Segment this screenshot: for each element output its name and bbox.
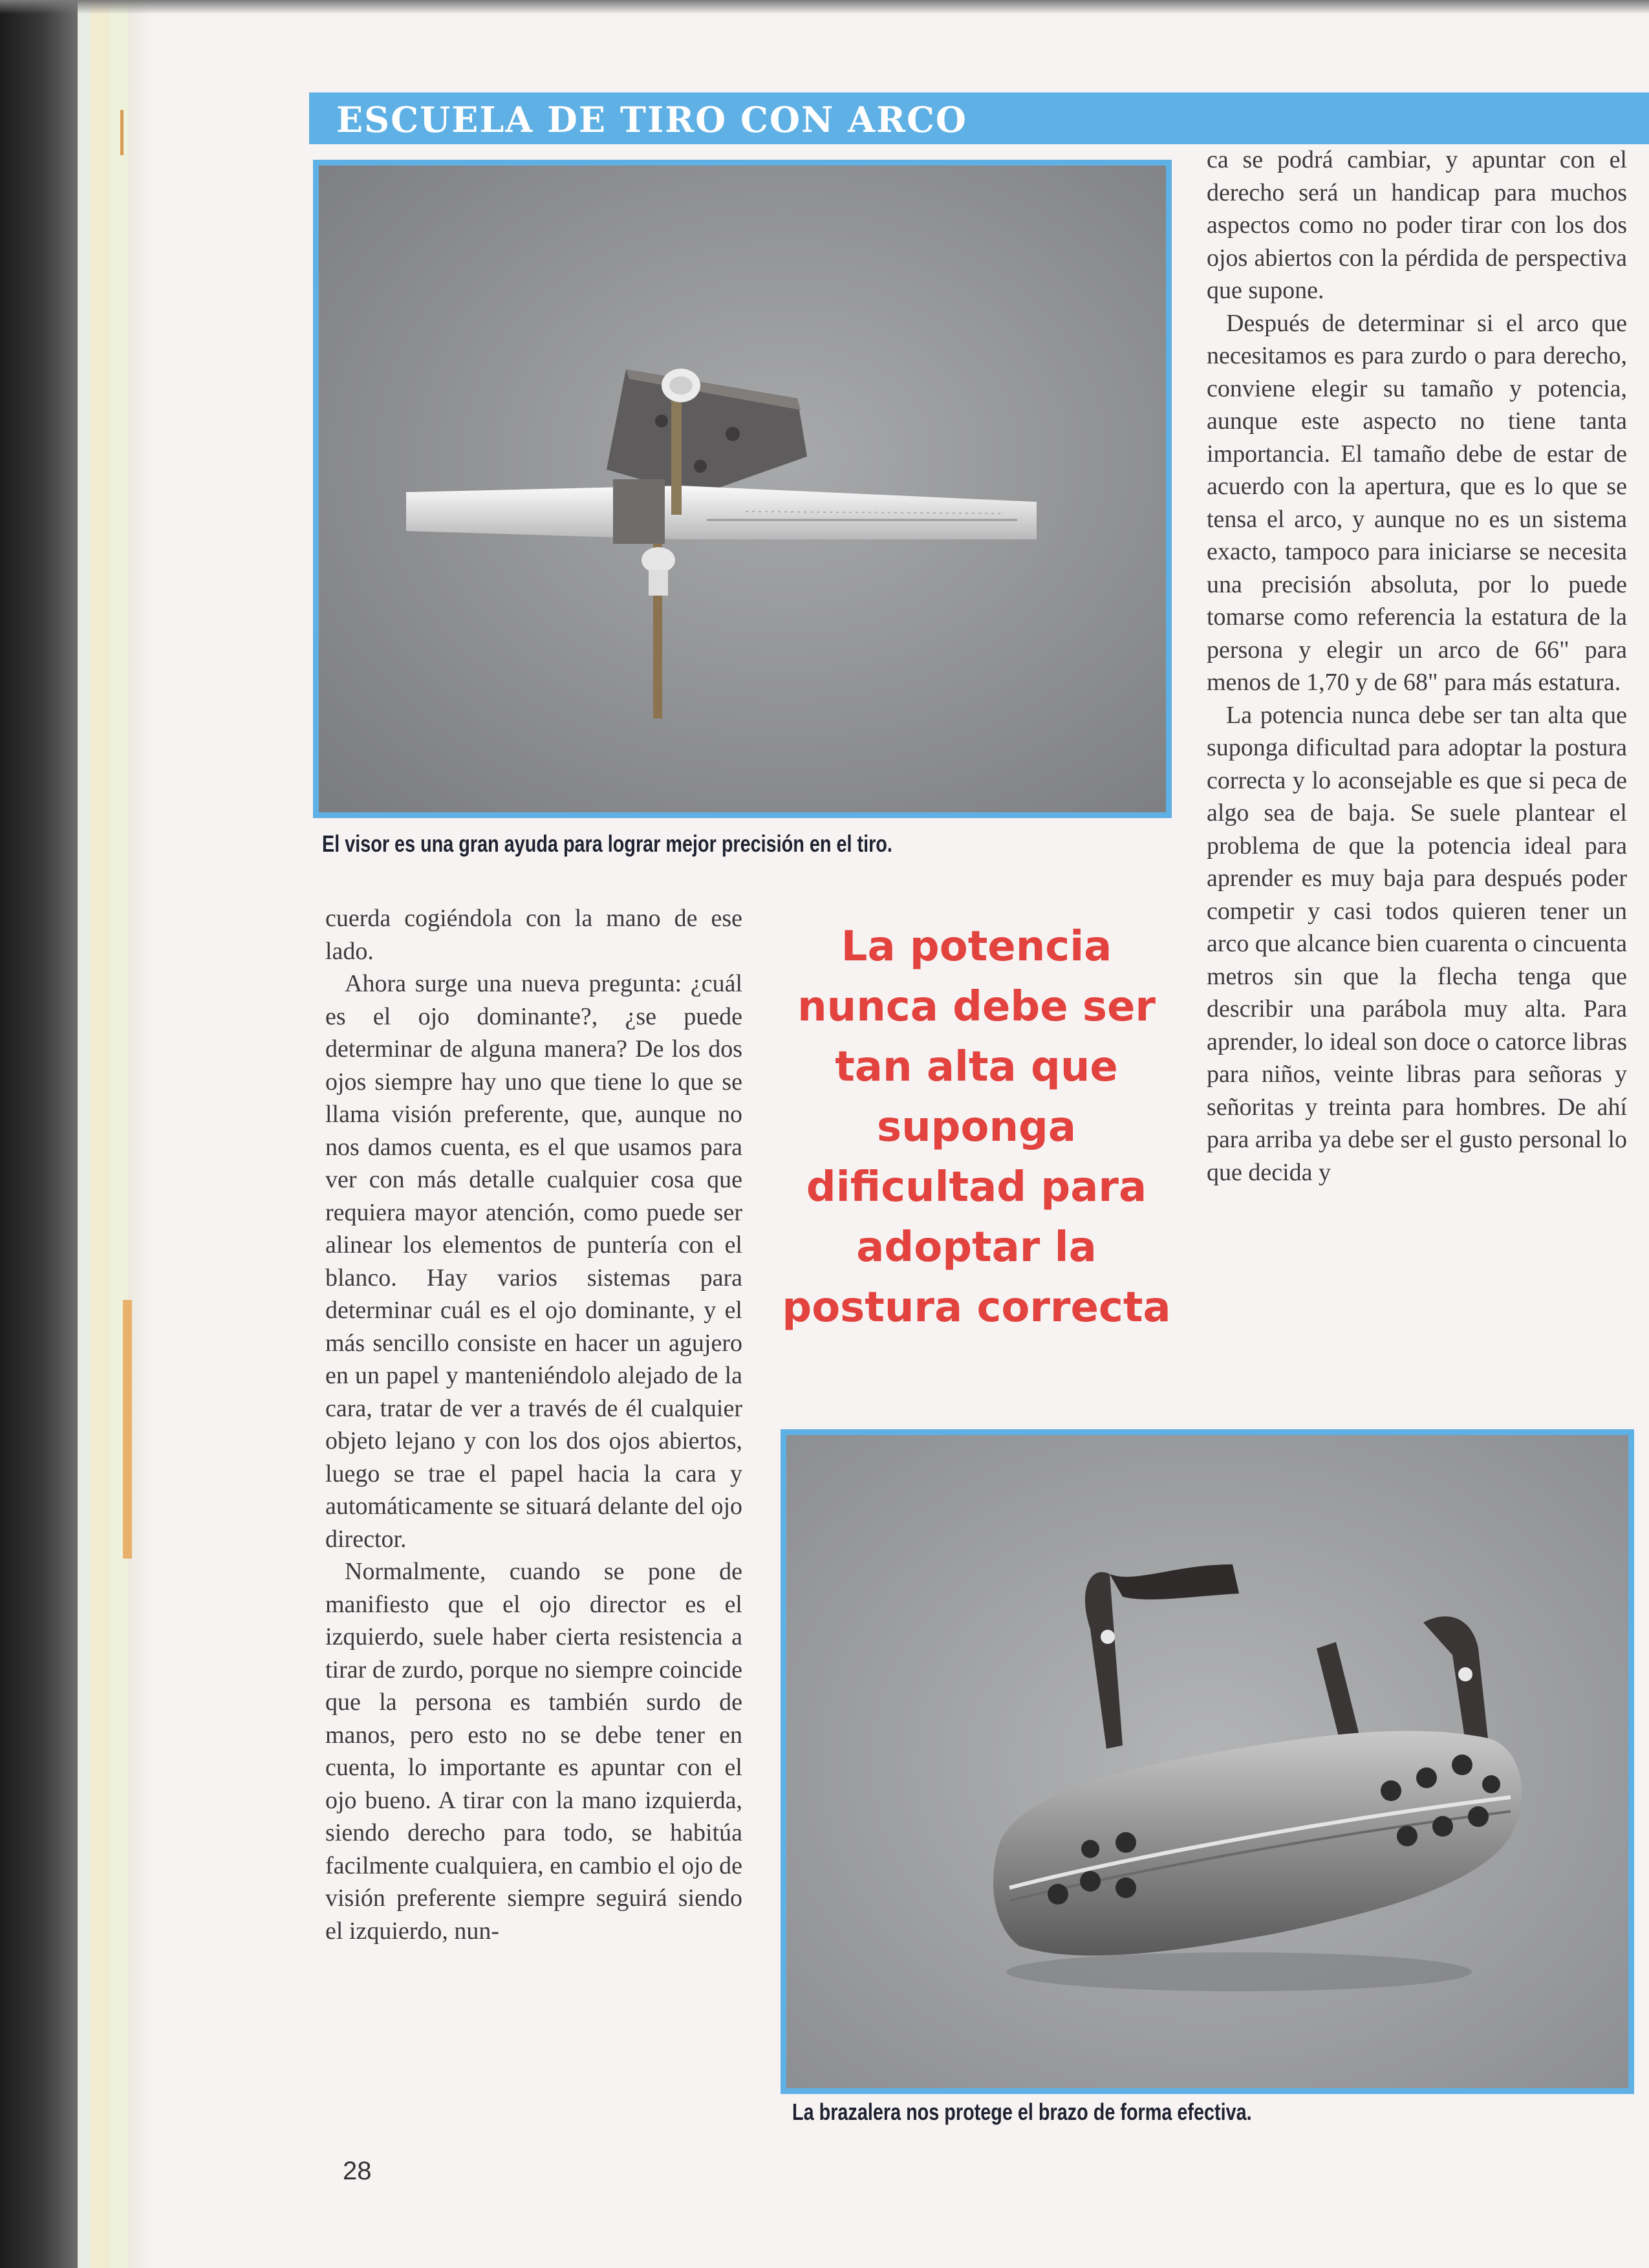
paragraph: La potencia nunca debe ser tan alta que suponga dificultad para adoptar la postura correcta y lo aconsejable es que si peca de algo sea de baja. Se suele plantear el problema de que la potencia ideal para aprender es muy baja para después poder competir y casi todos quieren tener un arco que alcance bien cuarenta o cincuenta metros sin que la flecha tenga que describir una parábola muy alta. Para aprender, lo ideal son doce o catorce libras para niños, veinte libras para señoras y señoritas y treinta para hombres. De ahí para arriba ya debe ser el gusto personal lo que decida y — [1207, 701, 1627, 1186]
visor-caption: El visor es una gran ayuda para lograr mejor precisión en el tiro. — [322, 830, 892, 857]
page-edge-tab — [123, 1300, 132, 1559]
page-edge — [110, 0, 128, 2268]
scan-shadow — [0, 0, 1649, 14]
pull-quote: La potencia nunca debe ser tan alta que suponga dificultad para adoptar la postura correcta — [782, 923, 1171, 1332]
paragraph: Después de determinar si el arco que necesitamos es para zurdo o para derecho, conviene elegir su tamaño y potencia, aunque este aspecto no tiene tanta importancia. El tamaño debe de estar de acuerdo con la apertura, que es lo que se tensa el arco, y aunque no es un sistema exacto, tampoco para iniciarse se necesita una precisión absoluta, por lo puede tomarse como referencia la estatura de la persona y elegir un arco de 66" para menos de 1,70 y de 68" para más estatura. — [1207, 309, 1627, 696]
paragraph: Normalmente, cuando se pone de manifiesto que el ojo director es el izquierdo, suele haber cierta resistencia a tirar de zurdo, porque no siempre coincide que la persona es también surdo de manos, pero esto no se debe tener en cuenta, lo importante es apuntar con el ojo bueno. A tirar con la mano izquierda, siendo derecho para todo, se habitúa facilmente cualquiera, en cambio el ojo de visión preferente siempre seguirá siendo el izquierdo, nun- — [325, 1558, 742, 1945]
brazalera-caption: La brazalera nos protege el brazo de forma efectiva. — [792, 2099, 1252, 2125]
left-column — [325, 902, 742, 1947]
binding-shadow — [0, 0, 78, 2268]
right-column — [1207, 144, 1627, 1189]
page-number: 28 — [343, 2157, 372, 2185]
paragraph: Ahora surge una nueva pregunta: ¿cuál es el ojo dominante?, ¿se puede determinar de alguna manera? De los dos ojos siempre hay uno que tiene lo que se llama visión preferente, que, aunque no nos damos cuenta, es el que usamos para ver con más detalle cualquier cosa que requiera mayor atención, como puede ser alinear los elementos de puntería con el blanco. Hay varios sistemas para determinar cuál es el ojo dominante, y el más sencillo consiste en hacer un agujero en un papel y manteniéndolo alejado de la cara, tratar de ver a través de él cualquier objeto lejano y con los dos ojos abiertos, luego se trae el papel hacia la cara y automáticamente se situará delante del ojo director. — [325, 970, 742, 1553]
page-edge — [91, 0, 110, 2268]
paragraph: ca se podrá cambiar, y apuntar con el derecho será un handicap para muchos aspectos como no poder tirar con los dos ojos abiertos con la pérdida de perspectiva que supone. — [1207, 146, 1627, 304]
page-edge — [78, 0, 91, 2268]
visor-photo — [313, 160, 1172, 818]
section-title: ESCUELA DE TIRO CON ARCO — [336, 99, 967, 140]
brazalera-photo — [781, 1429, 1634, 2094]
paragraph: cuerda cogiéndola con la mano de ese lado. — [325, 905, 742, 965]
arm-guard-image — [786, 1435, 1628, 2088]
page-edge-tab — [120, 110, 124, 155]
bow-sight-image — [319, 166, 1166, 812]
page-edge — [128, 0, 151, 2268]
